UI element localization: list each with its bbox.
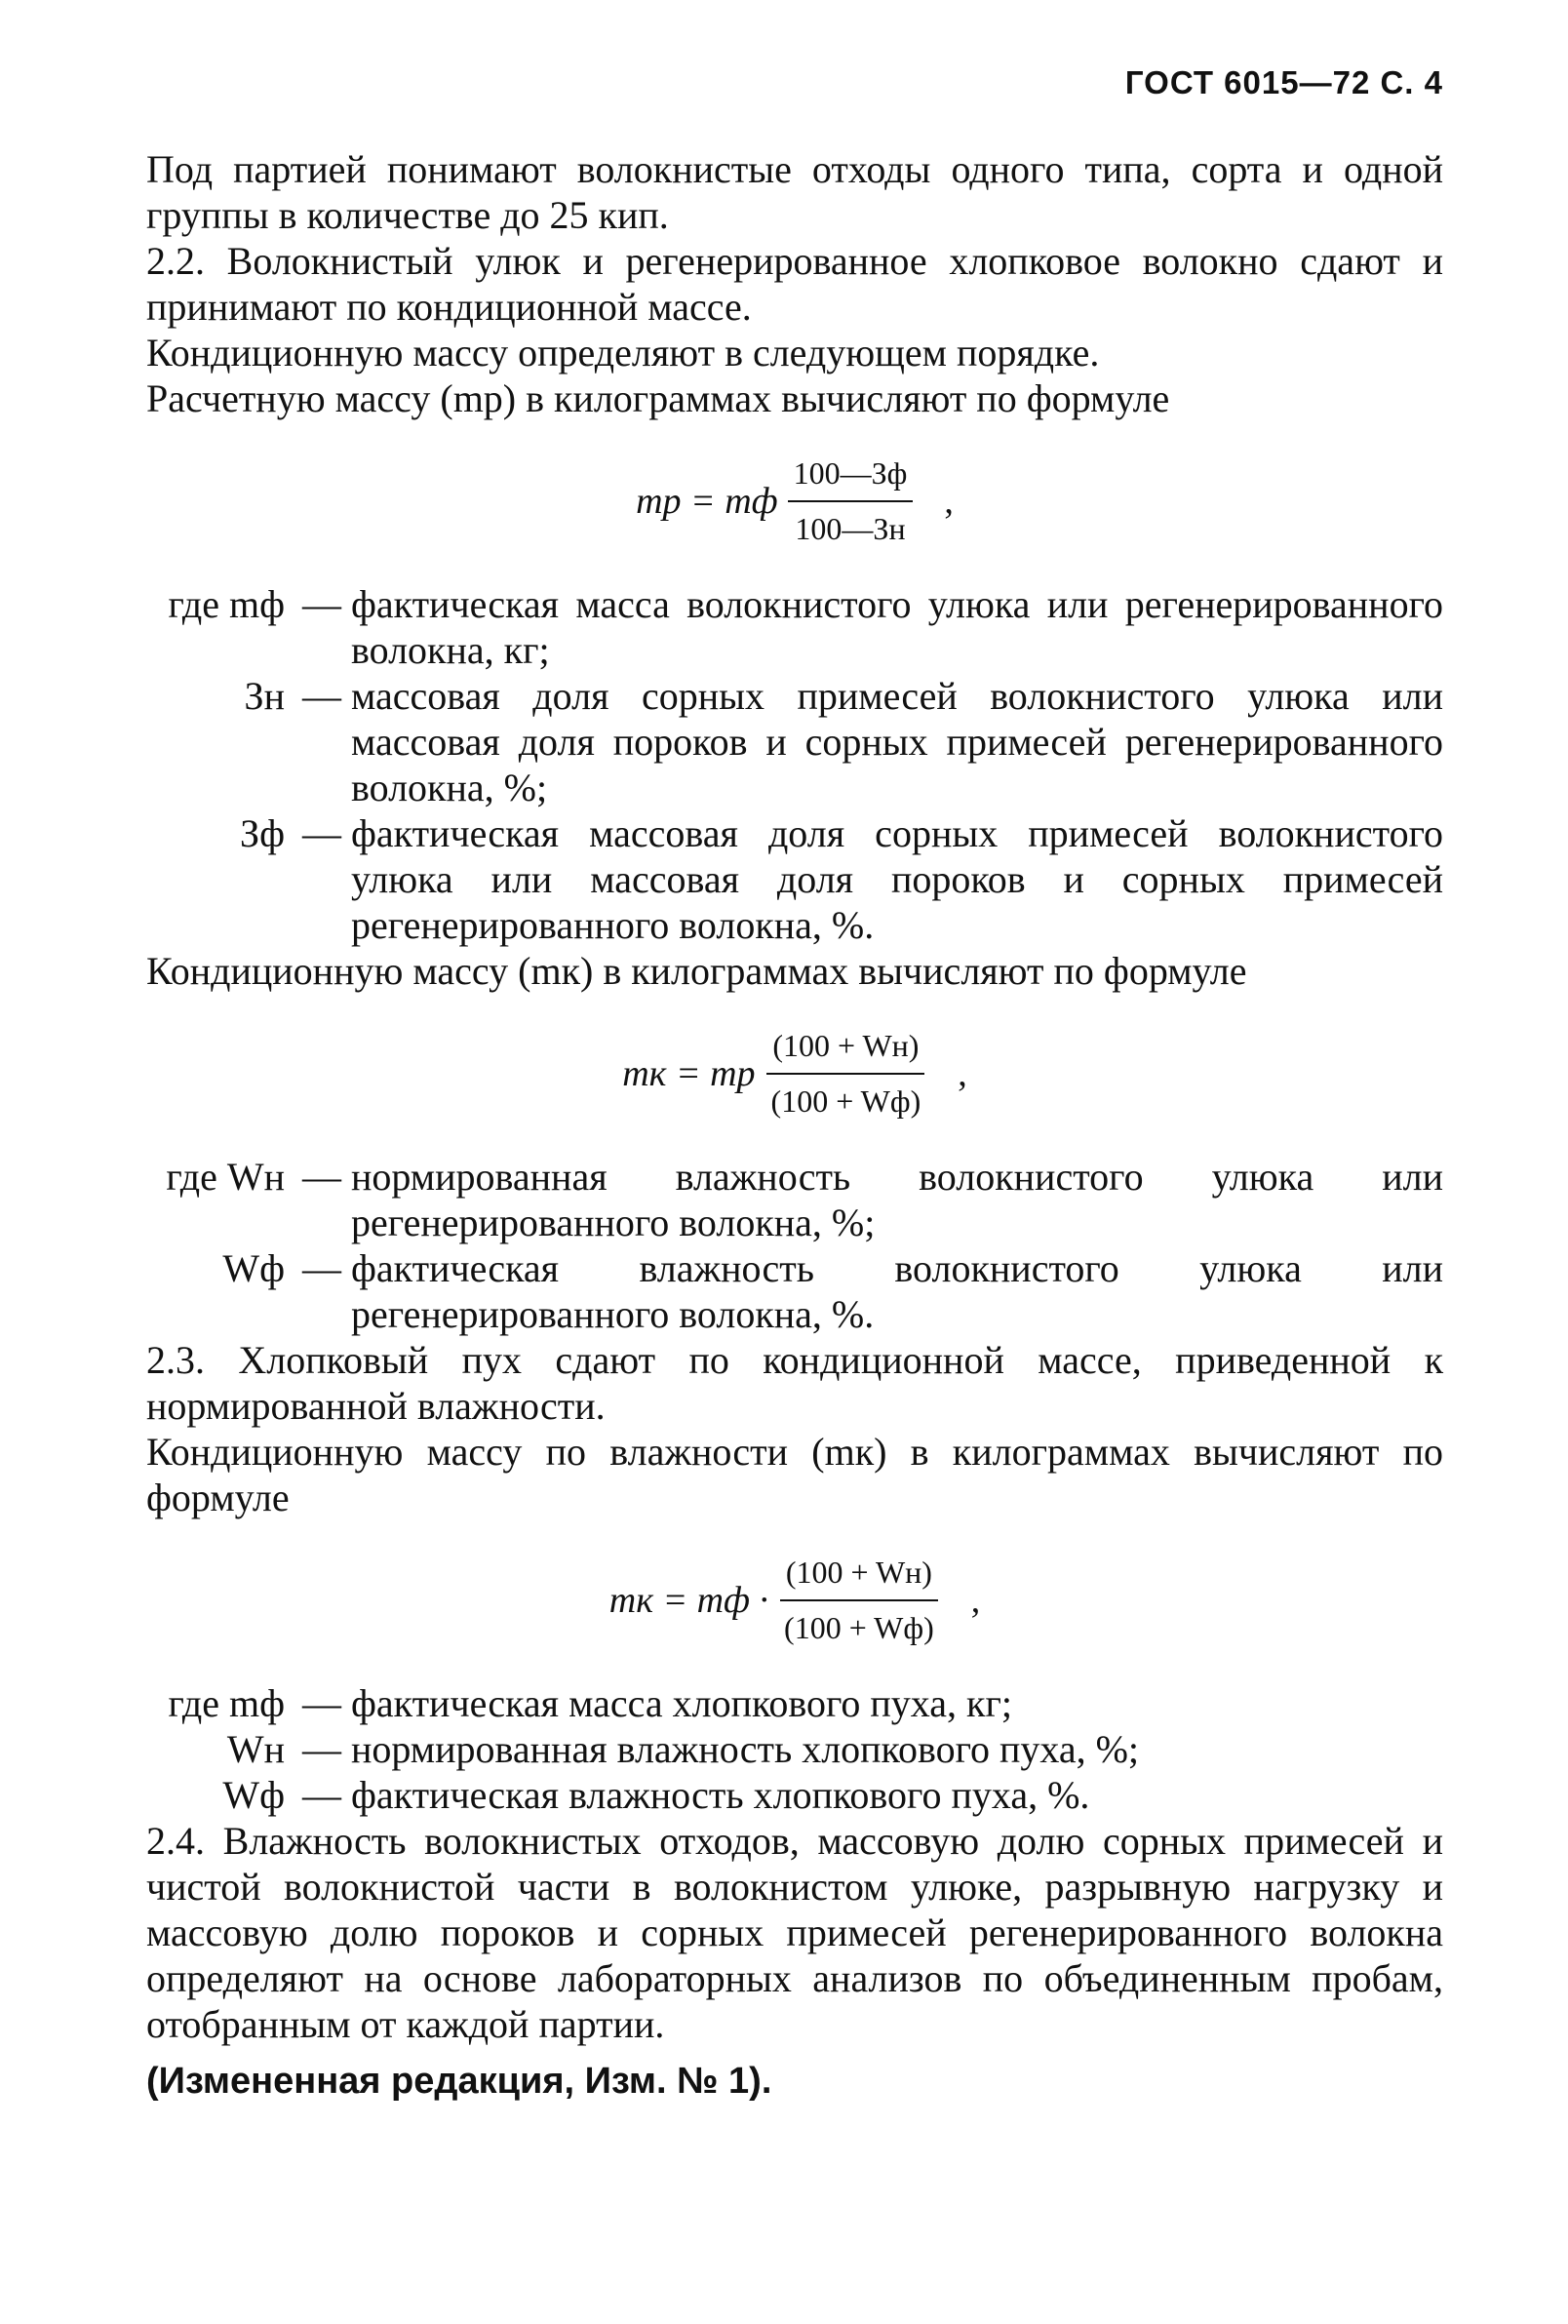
def-symbol: где mф bbox=[168, 1681, 285, 1725]
paragraph-1: Под партией понимают волокнистые отходы одного типа, сорта и одной группы в количестве до 25 кип. bbox=[146, 147, 1443, 237]
formula-3-denominator: (100 + Wф) bbox=[784, 1610, 934, 1645]
def-text: нормированная влажность волокнистого улюка или регенерированного волокна, %; bbox=[351, 1155, 1443, 1244]
page-header: ГОСТ 6015—72 С. 4 bbox=[1124, 64, 1443, 100]
formula-3-lhs: mк = mф · bbox=[608, 1579, 769, 1621]
formula-1-fraction bbox=[788, 451, 914, 552]
paragraph-2-2: 2.2. Волокнистый улюк и регенерированное хлопковое волокно сдают и принимают по кондиционной массе. bbox=[146, 239, 1443, 329]
paragraph-5: Кондиционную массу (mк) в килограммах вычисляют по формуле bbox=[146, 949, 1247, 993]
formula-3-numerator: (100 + Wн) bbox=[780, 1550, 938, 1601]
formula-1 bbox=[146, 451, 1443, 552]
formula-1-denominator: 100—Зн bbox=[795, 511, 906, 546]
formula-2-numerator: (100 + Wн) bbox=[766, 1023, 924, 1075]
paragraph-7: Кондиционную массу по влажности (mк) в килограммах вычисляют по формуле bbox=[146, 1430, 1443, 1519]
formula-2-denominator: (100 + Wф) bbox=[770, 1083, 921, 1119]
paragraph-2-3: 2.3. Хлопковый пух сдают по кондиционной массе, приведенной к нормированной влажности. bbox=[146, 1338, 1443, 1428]
formula-3-fraction bbox=[778, 1550, 940, 1651]
definitions-3: где mф — фактическая масса хлопкового пуха, кг; Wн — нормированная влажность хлопкового пуха, %; Wф — фактическая влажность хлопкового пуха, %. bbox=[146, 1680, 1443, 1818]
formula-1-numerator: 100—Зф bbox=[788, 451, 914, 502]
formula-2 bbox=[146, 1023, 1443, 1124]
def-symbol: Зн bbox=[244, 674, 285, 718]
formula-2-comma: , bbox=[958, 1052, 967, 1094]
formula-2-lhs: mк = mр bbox=[622, 1052, 756, 1094]
formula-3-comma: , bbox=[970, 1579, 981, 1621]
def-text: нормированная влажность хлопкового пуха, %; bbox=[351, 1727, 1140, 1771]
formula-2-fraction bbox=[765, 1023, 927, 1124]
def-symbol: где mф bbox=[168, 582, 285, 626]
def-text: фактическая массовая доля сорных примесей волокнистого улюка или массовая доля пороков и сорных примесей регенерированного волокна, %. bbox=[351, 811, 1443, 947]
def-symbol: Wн bbox=[226, 1727, 285, 1771]
def-symbol: где Wн bbox=[166, 1155, 285, 1199]
def-text: фактическая влажность волокнистого улюка или регенерированного волокна, %. bbox=[351, 1246, 1443, 1336]
document-body bbox=[146, 146, 1443, 2105]
definitions-2: где Wн — нормированная влажность волокнистого улюка или регенерированного волокна, %; Wф — фактическая влажность волокнистого улюка или регенерированного волокна, %. bbox=[146, 1154, 1443, 1337]
formula-1-lhs: mр = mф bbox=[636, 480, 778, 522]
def-text: фактическая влажность хлопкового пуха, %. bbox=[351, 1773, 1090, 1817]
def-symbol: Wф bbox=[222, 1773, 285, 1817]
paragraph-4: Расчетную массу (mр) в килограммах вычисляют по формуле bbox=[146, 376, 1170, 420]
paragraph-3: Кондиционную массу определяют в следующем порядке. bbox=[146, 331, 1100, 374]
def-text: фактическая масса волокнистого улюка или регенерированного волокна, кг; bbox=[351, 582, 1443, 672]
definitions-1: где mф — фактическая масса волокнистого улюка или регенерированного волокна, кг; Зн — массовая доля сорных примесей волокнистого улюка или массовая доля пороков и сорных примесей регенерированного волокна, %; Зф — фактическая массовая доля сорных примесей волокнистого улюка или массовая доля пороков и сорных примесей регенерированного волокна, %. bbox=[146, 581, 1443, 948]
def-text: массовая доля сорных примесей волокнистого улюка или массовая доля пороков и сорных примесей регенерированного волокна, %; bbox=[351, 674, 1443, 809]
def-symbol: Wф bbox=[222, 1246, 285, 1290]
def-text: фактическая масса хлопкового пуха, кг; bbox=[351, 1681, 1012, 1725]
paragraph-2-4: 2.4. Влажность волокнистых отходов, массовую долю сорных примесей и чистой волокнистой части в волокнистом улюке, разрывную нагрузку и массовую долю пороков и сорных примесей регенерированного волокна определяют на основе лабораторных анализов по объединенным пробам, отобранным от каждой партии. bbox=[146, 1819, 1443, 2046]
def-symbol: Зф bbox=[240, 811, 285, 855]
amendment-note: (Измененная редакция, Изм. № 1). bbox=[146, 2061, 772, 2102]
formula-1-comma: , bbox=[944, 480, 954, 522]
formula-3 bbox=[146, 1550, 1443, 1651]
